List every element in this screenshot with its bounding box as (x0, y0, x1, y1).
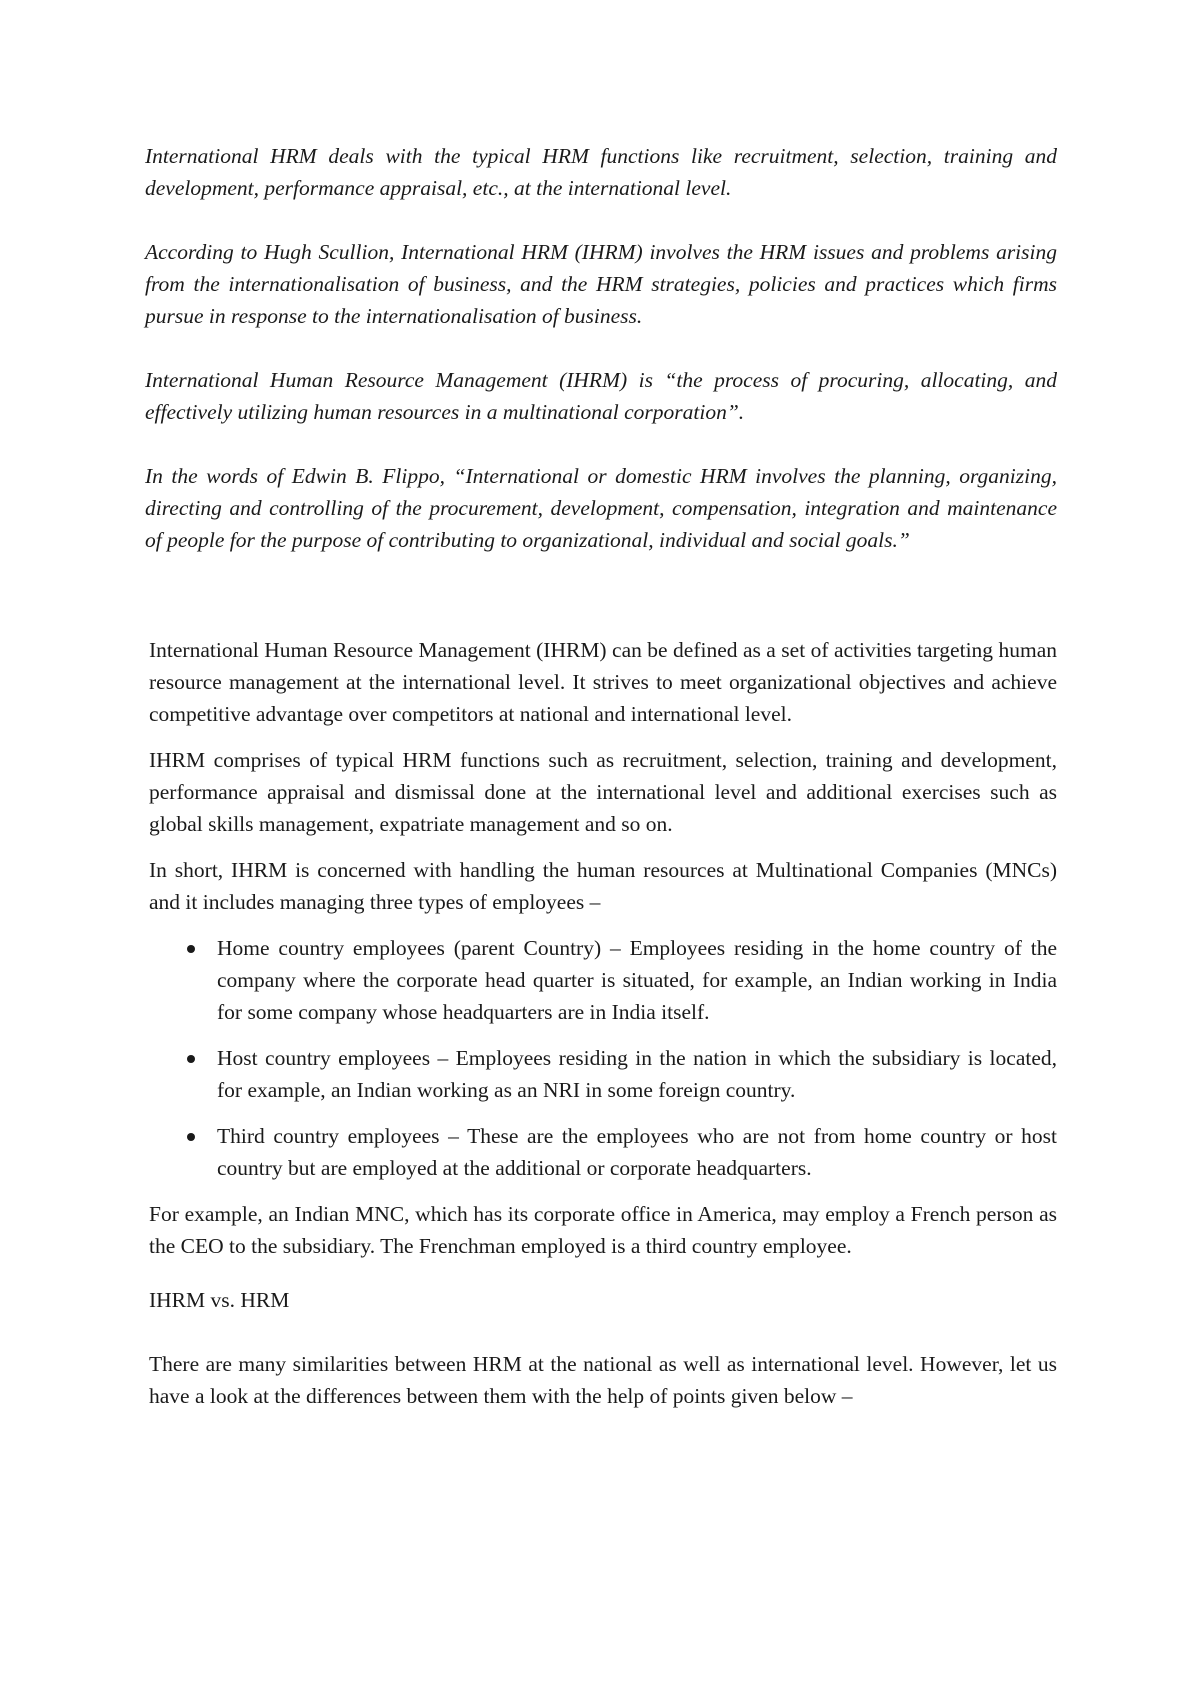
quote-ihrm-definition: International Human Resource Management (IHRM) is “the process of procuring, allocating, and effectively utilizing human resources in a multinational corporation”. (145, 368, 1057, 424)
document-body (145, 140, 1057, 1426)
list-item-home-country: Home country employees (parent Country) – Employees residing in the home country of the company where the corporate head quarter is situated, for example, an Indian working in India for some company whose headquarters are in India itself. (217, 932, 1057, 1028)
paragraph-example: For example, an Indian MNC, which has its corporate office in America, may employ a French person as the CEO to the subsidiary. The Frenchman employed is a third country employee. (149, 1202, 1057, 1258)
section-heading: IHRM vs. HRM (149, 1288, 290, 1312)
list-item-third-country: Third country employees – These are the employees who are not from home country or host country but are employed at the additional or corporate headquarters. (217, 1120, 1057, 1184)
paragraph-in-short: In short, IHRM is concerned with handling the human resources at Multinational Companies (MNCs) and it includes managing three types of employees – (149, 858, 1057, 914)
employee-types-list (145, 932, 1057, 1184)
quote-edwin-flippo: In the words of Edwin B. Flippo, “International or domestic HRM involves the planning, organizing, directing and controlling of the procurement, development, compensation, integration and maintenance of people for the purpose of contributing to organizational, individual and social goals.” (145, 464, 1057, 552)
quote-hugh-scullion: According to Hugh Scullion, International HRM (IHRM) involves the HRM issues and problems arising from the internationalisation of business, and the HRM strategies, policies and practices which firms pursue in response to the internationalisation of business. (145, 240, 1057, 328)
paragraph-ihrm-defined: International Human Resource Management (IHRM) can be defined as a set of activities targeting human resource management at the international level. It strives to meet organizational objectives and achieve competitive advantage over competitors at national and international level. (149, 638, 1057, 726)
section-gap (145, 556, 1057, 634)
list-item-host-country: Host country employees – Employees residing in the nation in which the subsidiary is located, for example, an Indian working as an NRI in some foreign country. (217, 1042, 1057, 1106)
paragraph-similarities: There are many similarities between HRM at the national as well as international level. However, let us have a look at the differences between them with the help of points given below – (149, 1352, 1057, 1408)
quote-definition-1: International HRM deals with the typical HRM functions like recruitment, selection, training and development, performance appraisal, etc., at the international level. (145, 144, 1057, 200)
paragraph-ihrm-comprises: IHRM comprises of typical HRM functions such as recruitment, selection, training and development, performance appraisal and dismissal done at the international level and additional exercises such as global skills management, expatriate management and so on. (149, 748, 1057, 836)
